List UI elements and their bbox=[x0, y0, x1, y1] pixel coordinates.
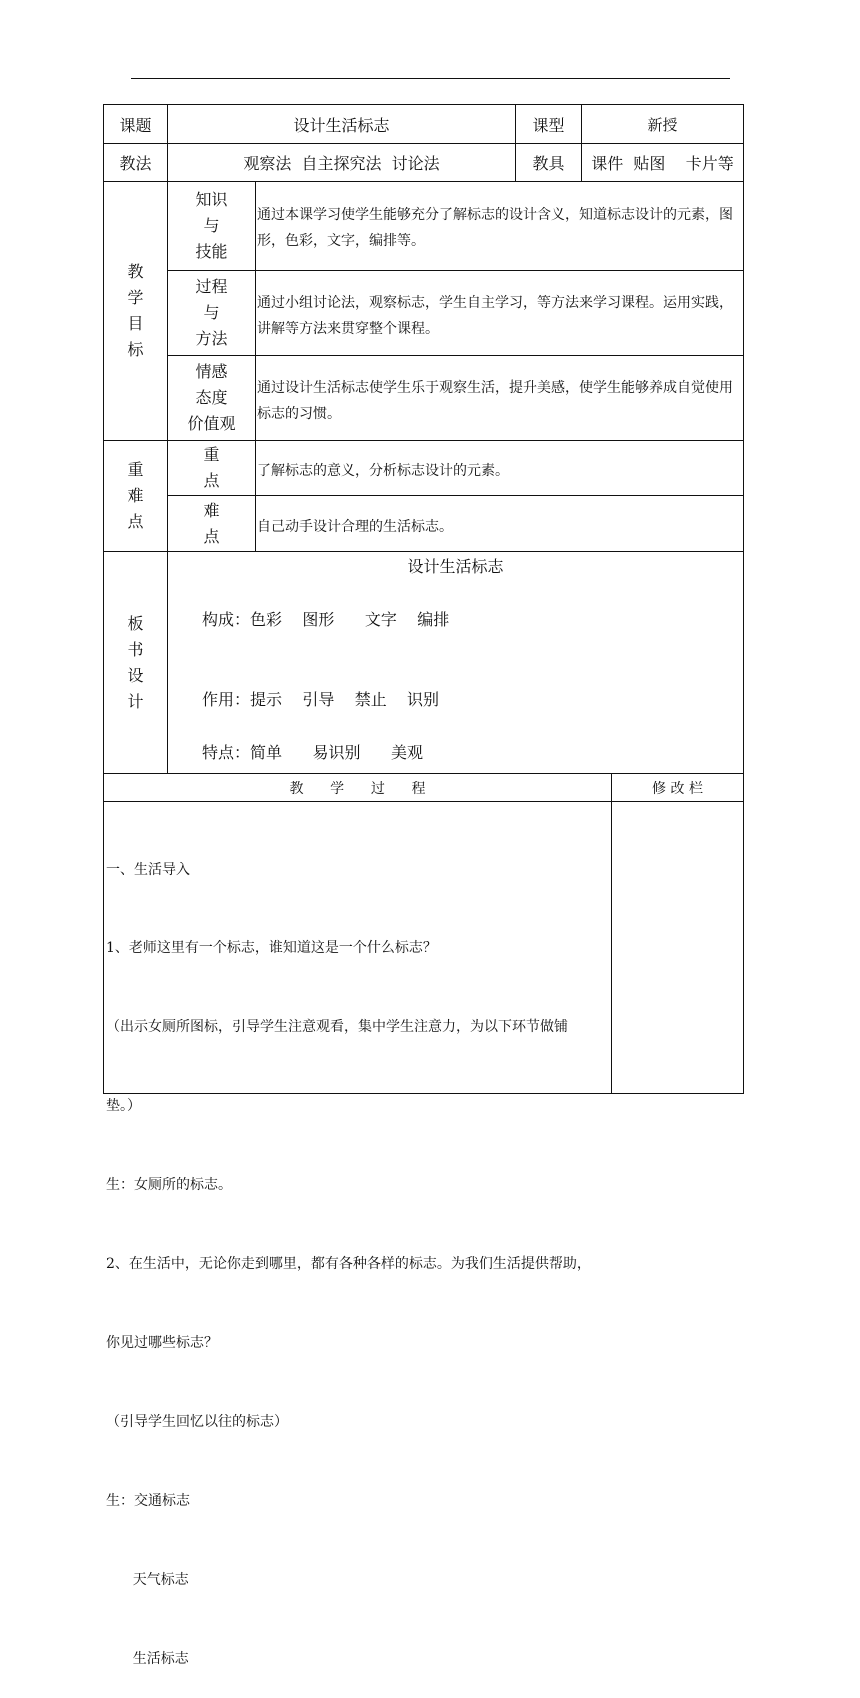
method-label: 教法 bbox=[119, 154, 152, 173]
process-line: 生：交通标志 bbox=[106, 1492, 190, 1509]
objective-knowledge-text: 通过本课学习使学生能够充分了解标志的设计含义，知道标志设计的元素，图形，色彩，文字，编排等。 bbox=[257, 207, 733, 249]
difficult-point-label: 难 点 bbox=[203, 500, 220, 546]
revision-header: 修 改 栏 bbox=[652, 780, 703, 797]
process-line: 你见过哪些标志？ bbox=[106, 1334, 218, 1351]
revision-column bbox=[612, 802, 743, 1093]
board-composition: 构成：色彩 图形 文字 编排 bbox=[202, 610, 450, 629]
objective-attitude-label: 情感 态度 价值观 bbox=[187, 362, 236, 433]
board-function: 作用：提示 引导 禁止 识别 bbox=[202, 690, 440, 709]
key-point-text: 了解标志的意义，分析标志设计的元素。 bbox=[257, 463, 509, 479]
process-line: 一、生活导入 bbox=[106, 861, 190, 878]
objectives-section-label: 教 学 目 标 bbox=[127, 262, 144, 359]
board-title: 设计生活标志 bbox=[407, 557, 504, 576]
objective-process-text: 通过小组讨论法，观察标志，学生自主学习，等方法来学习课程。运用实践，讲解等方法来贯穿整个课程。 bbox=[257, 295, 733, 337]
objective-attitude-text: 通过设计生活标志使学生乐于观察生活，提升美感，使学生能够养成自觉使用标志的习惯。 bbox=[257, 380, 733, 422]
type-label: 课型 bbox=[532, 115, 565, 135]
tools-label: 教具 bbox=[532, 154, 565, 173]
objective-process-label: 过程 与 方法 bbox=[195, 277, 228, 348]
topic-label: 课题 bbox=[119, 115, 152, 135]
method-value: 观察法 自主探究法 讨论法 bbox=[243, 154, 440, 173]
topic-value: 设计生活标志 bbox=[293, 115, 390, 135]
key-point-label: 重 点 bbox=[203, 445, 220, 490]
process-line: （出示女厕所图标，引导学生注意观看，集中学生注意力，为以下环节做铺 bbox=[106, 1019, 568, 1036]
process-line: 2、在生活中，无论你走到哪里，都有各种各样的标志。为我们生活提供帮助， bbox=[106, 1256, 591, 1273]
process-line: 垫。） bbox=[106, 1098, 141, 1115]
header-rule bbox=[131, 78, 730, 79]
process-line: 生：女厕所的标志。 bbox=[106, 1177, 232, 1194]
difficult-point-text: 自己动手设计合理的生活标志。 bbox=[257, 519, 453, 535]
type-value: 新授 bbox=[647, 115, 678, 134]
process-line: 1、老师这里有一个标志，谁知道这是一个什么标志？ bbox=[106, 940, 437, 957]
objective-knowledge-label: 知识 与 技能 bbox=[195, 190, 228, 261]
tools-value: 课件 贴图 卡片等 bbox=[591, 154, 734, 173]
process-header: 教 学 过 程 bbox=[289, 780, 426, 797]
board-features: 特点：简单 易识别 美观 bbox=[202, 743, 424, 762]
process-content bbox=[106, 804, 609, 1698]
keypoints-section-label: 重 难 点 bbox=[127, 460, 144, 531]
board-section-label: 板 书 设 计 bbox=[127, 613, 144, 711]
process-line: （引导学生回忆以往的标志） bbox=[106, 1413, 288, 1430]
process-line: 天气标志 bbox=[106, 1571, 189, 1588]
process-line: 生活标志 bbox=[106, 1650, 189, 1667]
